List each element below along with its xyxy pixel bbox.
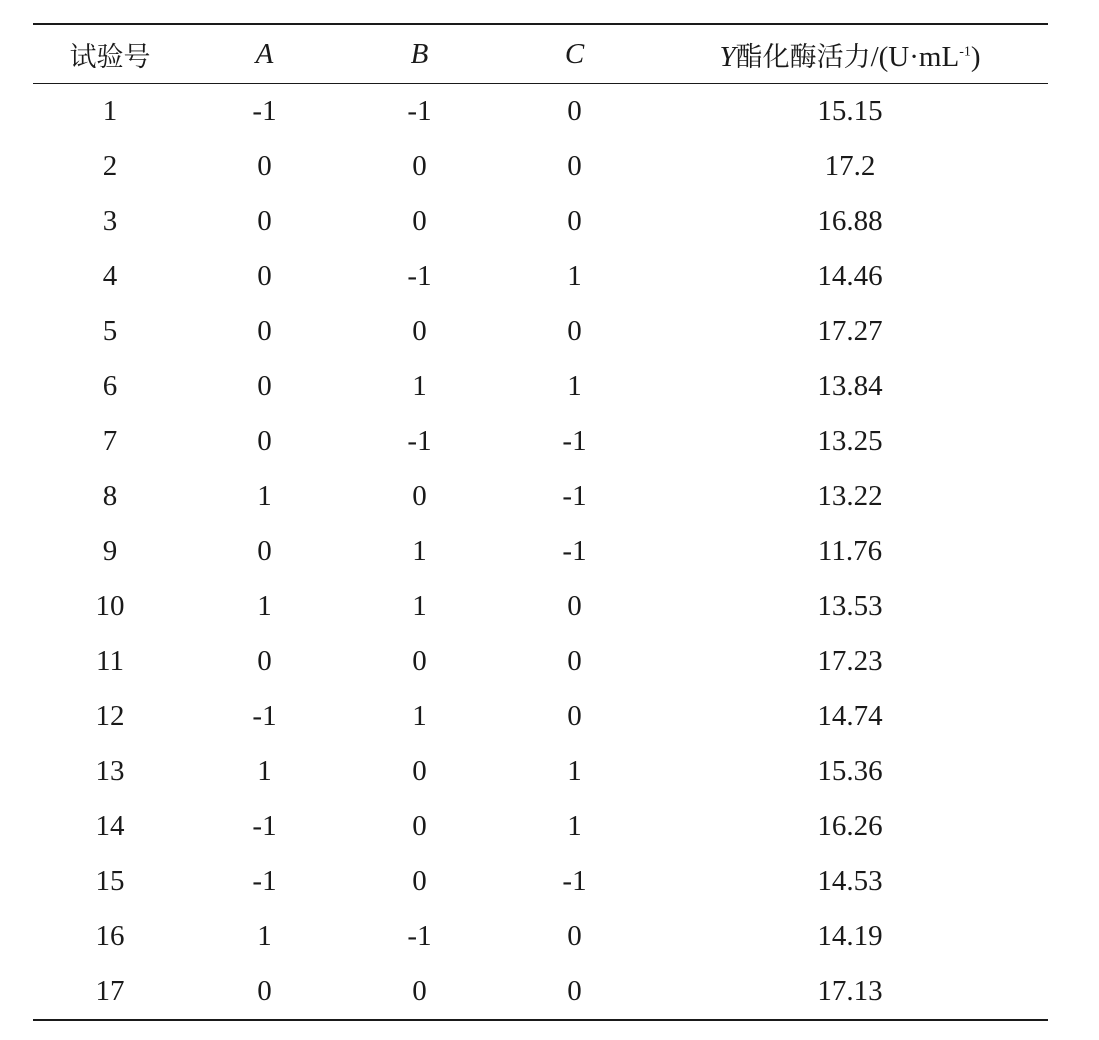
cell-factor-b: 0 [412,645,427,677]
cell-trial-number: 17 [95,975,125,1007]
cell-factor-a: 1 [257,920,272,952]
cell-factor-c: -1 [562,535,587,567]
cell-response-y: 14.19 [817,920,883,952]
cell-factor-b: 0 [412,975,427,1007]
cell-factor-a: 0 [257,315,272,347]
header-y-unit-prefix: /(U·mL [870,40,960,73]
cell-factor-c: -1 [562,480,587,512]
cell-factor-a: 1 [257,755,272,787]
cell-response-y: 13.53 [817,590,883,622]
header-response-y [652,24,1048,84]
table-row [33,139,1048,194]
cell-response-y: 17.27 [817,315,883,347]
cell-response-y: 17.23 [817,645,883,677]
cell-factor-c: -1 [562,425,587,457]
table-row [33,359,1048,414]
cell-trial-number: 11 [96,645,124,677]
cell-factor-b: 0 [412,205,427,237]
cell-response-y: 14.53 [817,865,883,897]
cell-factor-c: 1 [567,370,582,402]
cell-factor-b: 0 [412,755,427,787]
cell-trial-number: 9 [102,535,118,567]
header-y-symbol: Y [719,40,736,73]
cell-trial-number: 14 [95,810,125,842]
table-row [33,304,1048,359]
cell-response-y: 14.74 [817,700,883,732]
cell-factor-c: 0 [567,205,582,237]
cell-factor-b: 1 [412,370,427,402]
cell-factor-a: 0 [257,645,272,677]
table-row [33,579,1048,634]
cell-trial-number: 13 [95,755,125,787]
cell-trial-number: 1 [102,95,118,127]
cell-factor-a: 0 [257,150,272,182]
cell-trial-number: 4 [102,260,118,292]
cell-factor-a: 0 [257,260,272,292]
cell-factor-c: 0 [567,150,582,182]
cell-factor-c: 0 [567,645,582,677]
cell-factor-a: -1 [252,95,277,127]
table-row [33,249,1048,304]
header-factor-c: C [564,37,585,70]
header-y-unit-suffix: ) [970,40,981,73]
cell-factor-b: 0 [412,150,427,182]
cell-response-y: 11.76 [817,535,883,567]
table-header-row [33,24,1048,84]
cell-response-y: 14.46 [817,260,883,292]
cell-trial-number: 12 [95,700,125,732]
cell-response-y: 13.25 [817,425,883,457]
cell-factor-a: 0 [257,370,272,402]
cell-trial-number: 7 [102,425,118,457]
cell-trial-number: 5 [102,315,118,347]
table-row [33,964,1048,1020]
table-row [33,84,1048,140]
header-trial-number: 试验号 [69,41,151,73]
table-row [33,909,1048,964]
cell-response-y: 13.22 [817,480,883,512]
header-factor-a: A [255,37,274,70]
cell-factor-b: 0 [412,865,427,897]
cell-factor-a: 1 [257,480,272,512]
cell-factor-c: 0 [567,975,582,1007]
cell-trial-number: 10 [95,590,125,622]
cell-factor-c: 0 [567,315,582,347]
cell-factor-a: 1 [257,590,272,622]
cell-factor-a: 0 [257,205,272,237]
cell-factor-a: 0 [257,425,272,457]
table-row [33,524,1048,579]
cell-trial-number: 16 [95,920,125,952]
table-row [33,414,1048,469]
table-row [33,469,1048,524]
results-table-container [33,23,1048,1021]
response-surface-results-table [33,23,1048,1021]
cell-factor-a: -1 [252,865,277,897]
cell-factor-a: -1 [252,700,277,732]
table-row [33,799,1048,854]
cell-factor-b: -1 [407,425,432,457]
cell-factor-b: 0 [412,480,427,512]
cell-factor-b: 1 [412,590,427,622]
cell-factor-b: 0 [412,810,427,842]
cell-factor-a: 0 [257,535,272,567]
cell-response-y: 16.26 [817,810,883,842]
table-body [33,84,1048,1021]
cell-factor-b: 1 [412,700,427,732]
table-row [33,689,1048,744]
cell-factor-a: 0 [257,975,272,1007]
cell-trial-number: 2 [102,150,118,182]
table-row [33,194,1048,249]
cell-factor-c: 1 [567,810,582,842]
cell-response-y: 16.88 [817,205,883,237]
cell-response-y: 17.2 [824,150,876,182]
cell-response-y: 15.36 [817,755,883,787]
cell-factor-c: 0 [567,700,582,732]
cell-response-y: 17.13 [817,975,883,1007]
table-row [33,634,1048,689]
table-row [33,854,1048,909]
cell-trial-number: 8 [102,480,118,512]
cell-trial-number: 6 [102,370,118,402]
cell-factor-b: 0 [412,315,427,347]
cell-factor-c: 0 [567,920,582,952]
header-y-name: 酯化酶活力 [735,41,871,73]
cell-response-y: 13.84 [817,370,883,402]
header-y-unit-sup: -1 [959,43,971,59]
cell-factor-c: 0 [567,590,582,622]
cell-factor-c: 1 [567,755,582,787]
cell-factor-a: -1 [252,810,277,842]
cell-factor-b: -1 [407,920,432,952]
header-factor-b: B [410,37,429,70]
cell-trial-number: 15 [95,865,125,897]
table-row [33,744,1048,799]
cell-response-y: 15.15 [817,95,883,127]
cell-factor-b: -1 [407,260,432,292]
cell-trial-number: 3 [102,205,118,237]
cell-factor-c: 0 [567,95,582,127]
cell-factor-b: 1 [412,535,427,567]
cell-factor-c: -1 [562,865,587,897]
cell-factor-c: 1 [567,260,582,292]
cell-factor-b: -1 [407,95,432,127]
